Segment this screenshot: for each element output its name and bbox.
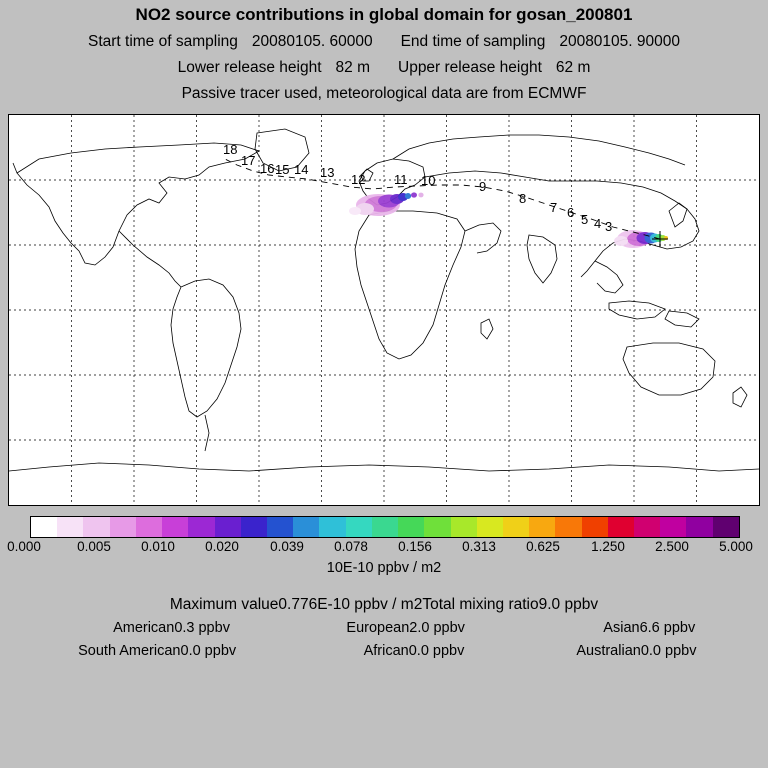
region-value: 0.0 ppbv xyxy=(180,643,237,659)
traj-label-10: 10 xyxy=(421,173,436,188)
traj-label-4: 4 xyxy=(594,216,602,231)
colorbar-swatch xyxy=(215,517,241,537)
colorbar xyxy=(30,516,740,538)
colorbar-swatch xyxy=(319,517,345,537)
traj-label-14: 14 xyxy=(294,162,309,177)
colorbar-swatch xyxy=(529,517,555,537)
traj-label-17: 17 xyxy=(241,153,256,168)
plume-europe xyxy=(349,192,424,216)
colorbar-swatch xyxy=(188,517,214,537)
traj-label-11: 11 xyxy=(394,172,408,187)
colorbar-tick: 1.250 xyxy=(591,539,625,554)
colorbar-tick: 0.078 xyxy=(334,539,368,554)
map-gridlines xyxy=(9,115,759,505)
region-value: 2.0 ppbv xyxy=(409,620,465,636)
meteorology-note: Passive tracer used, meteorological data are from ECMWF xyxy=(181,85,587,102)
colorbar-swatch xyxy=(57,517,83,537)
traj-label-5: 5 xyxy=(581,212,589,227)
traj-label-13: 13 xyxy=(320,165,335,180)
colorbar-tick: 0.313 xyxy=(462,539,496,554)
colorbar-swatch xyxy=(555,517,581,537)
start-time-value: 20080105. 60000 xyxy=(251,33,373,50)
region-name: European xyxy=(346,620,410,636)
release-height-line xyxy=(0,59,768,77)
summary-line xyxy=(0,596,768,614)
traj-label-6: 6 xyxy=(567,205,575,220)
end-time-label: End time of sampling xyxy=(400,33,546,50)
colorbar-swatch xyxy=(424,517,450,537)
colorbar-tick: 0.625 xyxy=(526,539,560,554)
colorbar-tick: 5.000 xyxy=(719,539,753,554)
sampling-time-line xyxy=(0,33,768,51)
maximum-value: 0.776E-10 ppbv / m2 xyxy=(278,596,423,613)
traj-label-15: 15 xyxy=(275,162,290,177)
traj-label-12: 12 xyxy=(351,172,366,187)
colorbar-swatch xyxy=(686,517,712,537)
lower-release-value: 82 m xyxy=(335,59,370,76)
region-row-1 xyxy=(40,620,740,636)
colorbar-tick: 0.156 xyxy=(398,539,432,554)
region-value: 0.0 ppbv xyxy=(408,643,465,659)
table-row xyxy=(40,643,740,659)
traj-label-16: 16 xyxy=(260,161,275,176)
world-map-panel xyxy=(8,114,760,506)
traj-label-9: 9 xyxy=(479,179,487,194)
colorbar-tick: 0.039 xyxy=(270,539,304,554)
colorbar-swatch xyxy=(293,517,319,537)
world-map-svg xyxy=(9,115,759,505)
upper-release-value: 62 m xyxy=(555,59,591,76)
colorbar-swatch xyxy=(582,517,608,537)
colorbar-swatch xyxy=(451,517,477,537)
region-value: 6.6 ppbv xyxy=(639,620,696,636)
start-time-label: Start time of sampling xyxy=(87,33,238,50)
colorbar-swatch xyxy=(136,517,162,537)
colorbar-tick: 0.000 xyxy=(7,539,41,554)
upper-release-label: Upper release height xyxy=(398,59,542,76)
colorbar-tick: 0.005 xyxy=(77,539,111,554)
total-mixing-ratio-label: Total mixing ratio xyxy=(422,596,539,613)
colorbar-tick: 0.020 xyxy=(205,539,239,554)
colorbar-tick: 2.500 xyxy=(655,539,689,554)
colorbar-tick: 0.010 xyxy=(141,539,175,554)
page-title: NO2 source contributions in global domain for gosan_200801 xyxy=(135,5,633,24)
colorbar-swatch xyxy=(110,517,136,537)
region-name: African xyxy=(363,643,409,659)
colorbar-swatch xyxy=(608,517,634,537)
colorbar-swatch xyxy=(398,517,424,537)
region-value: 0.3 ppbv xyxy=(174,620,230,636)
table-row xyxy=(40,620,740,636)
region-name: South American xyxy=(78,643,181,659)
colorbar-swatch xyxy=(477,517,503,537)
traj-label-7: 7 xyxy=(550,200,558,215)
colorbar-swatch xyxy=(660,517,686,537)
colorbar-swatch xyxy=(267,517,293,537)
colorbar-swatch xyxy=(31,517,57,537)
total-mixing-ratio-value: 9.0 ppbv xyxy=(538,596,599,613)
colorbar-unit-label: 10E-10 ppbv / m2 xyxy=(326,560,442,576)
colorbar-swatch xyxy=(634,517,660,537)
end-time-value: 20080105. 90000 xyxy=(559,33,681,50)
region-name: Asian xyxy=(603,620,640,636)
colorbar-swatch xyxy=(83,517,109,537)
region-name: Australian xyxy=(576,643,641,659)
traj-label-3: 3 xyxy=(605,219,613,234)
traj-label-8: 8 xyxy=(519,191,527,206)
colorbar-swatch xyxy=(503,517,529,537)
colorbar-swatch xyxy=(162,517,188,537)
colorbar-swatch xyxy=(346,517,372,537)
traj-label-18: 18 xyxy=(223,142,238,157)
region-row-2 xyxy=(40,643,740,659)
colorbar-swatch xyxy=(241,517,267,537)
colorbar-swatch xyxy=(372,517,398,537)
lower-release-label: Lower release height xyxy=(177,59,322,76)
colorbar-swatch xyxy=(713,517,739,537)
maximum-value-label: Maximum value xyxy=(169,596,279,613)
region-value: 0.0 ppbv xyxy=(640,643,697,659)
region-name: American xyxy=(113,620,175,636)
colorbar-tick-labels xyxy=(0,539,768,555)
